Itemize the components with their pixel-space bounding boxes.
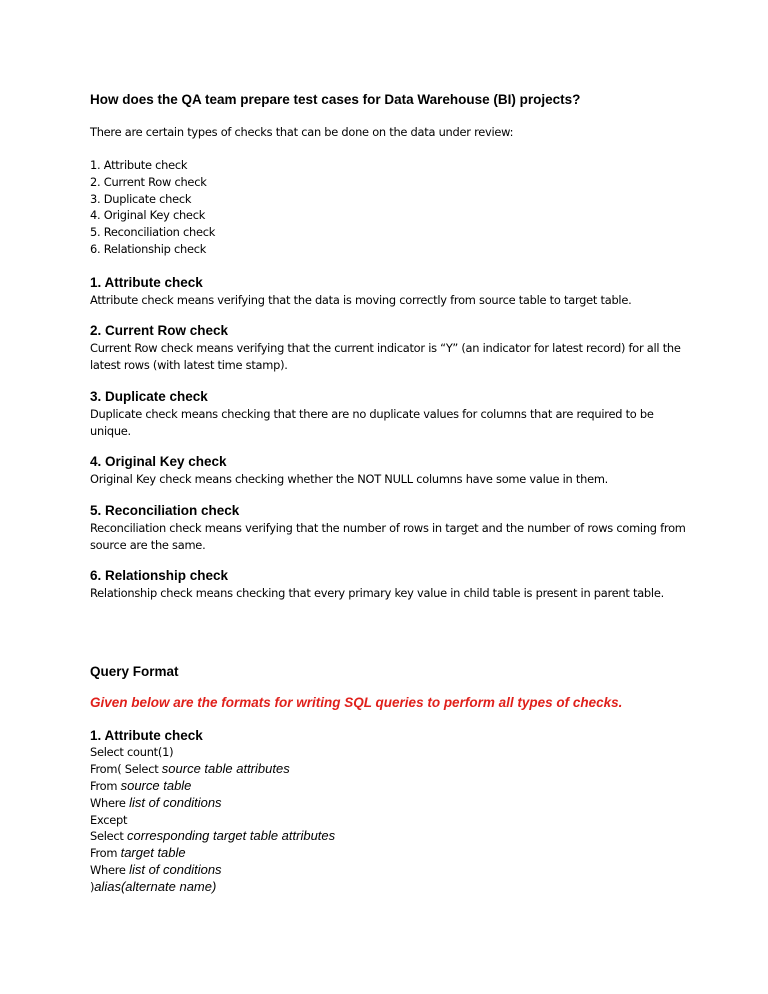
intro-text: There are certain types of checks that can be done on the data under review: (90, 125, 514, 139)
duplicate-check-section (90, 389, 690, 440)
sql-keyword: Where (90, 795, 130, 810)
section-heading: 6. Relationship check (90, 568, 229, 583)
sql-line (90, 845, 335, 862)
sql-keyword: Select (90, 829, 128, 844)
section-heading: 1. Attribute check (90, 275, 203, 290)
list-item: 6. Relationship check (90, 241, 207, 256)
query-format-intro: Given below are the formats for writing SQL queries to perform all types of checks. (90, 695, 623, 710)
sql-argument: source table attributes (161, 760, 290, 776)
sql-line (90, 795, 335, 812)
sql-argument: corresponding target table attributes (127, 828, 336, 844)
sql-keyword: Except (90, 812, 128, 827)
reconciliation-check-section (90, 503, 690, 554)
sql-line (90, 862, 335, 879)
sql-argument: list of conditions (129, 794, 222, 810)
list-item: 3. Duplicate check (90, 191, 192, 206)
section-description: Duplicate check means checking that there are no duplicate values for columns that are required to be unique. (90, 407, 654, 438)
section-description: Reconciliation check means verifying that the number of rows in target and the number of rows coming from source are the same. (90, 521, 686, 552)
query-format-heading: Query Format (90, 664, 179, 679)
sql-keyword: From (90, 778, 121, 793)
sql-keyword: Where (90, 863, 130, 878)
list-item: 4. Original Key check (90, 208, 206, 223)
sql-query-block (90, 744, 335, 896)
sql-argument: list of conditions (129, 862, 222, 878)
sql-keyword: From( Select (90, 761, 162, 776)
list-item: 2. Current Row check (90, 174, 207, 189)
sql-line (90, 812, 335, 829)
section-description: Original Key check means checking whether the NOT NULL columns have some value in them. (90, 472, 609, 486)
sql-argument: source table (120, 777, 192, 793)
sql-argument: alias(alternate name) (94, 879, 217, 895)
sql-line (90, 828, 335, 845)
section-heading: 5. Reconciliation check (90, 503, 240, 518)
list-item: 1. Attribute check (90, 158, 188, 172)
sql-line (90, 761, 335, 778)
sql-keyword: From (90, 846, 121, 861)
section-heading: 2. Current Row check (90, 323, 229, 338)
sql-keyword: Select count(1) (90, 745, 174, 759)
sql-argument: target table (120, 845, 186, 861)
list-item: 5. Reconciliation check (90, 225, 216, 240)
section-description: Attribute check means verifying that the data is moving correctly from source table to target table. (90, 293, 632, 307)
section-description: Relationship check means checking that every primary key value in child table is present in parent table. (90, 586, 664, 600)
section-heading: 4. Original Key check (90, 454, 227, 469)
section-description: Current Row check means verifying that the current indicator is “Y” (an indicator for latest record) for all the latest rows (with latest time stamp). (90, 341, 681, 372)
page-title: How does the QA team prepare test cases for Data Warehouse (BI) projects? (90, 92, 581, 107)
attribute-check-section (90, 275, 690, 309)
original-key-check-section (90, 454, 690, 488)
relationship-check-section (90, 568, 690, 602)
section-heading: 3. Duplicate check (90, 389, 208, 404)
current-row-check-section (90, 323, 690, 374)
check-list (90, 157, 215, 258)
sql-line (90, 744, 335, 761)
sql-keyword: ) (90, 880, 95, 895)
sql-line (90, 778, 335, 795)
sql-line (90, 879, 335, 896)
sql-attribute-check-heading: 1. Attribute check (90, 728, 203, 743)
